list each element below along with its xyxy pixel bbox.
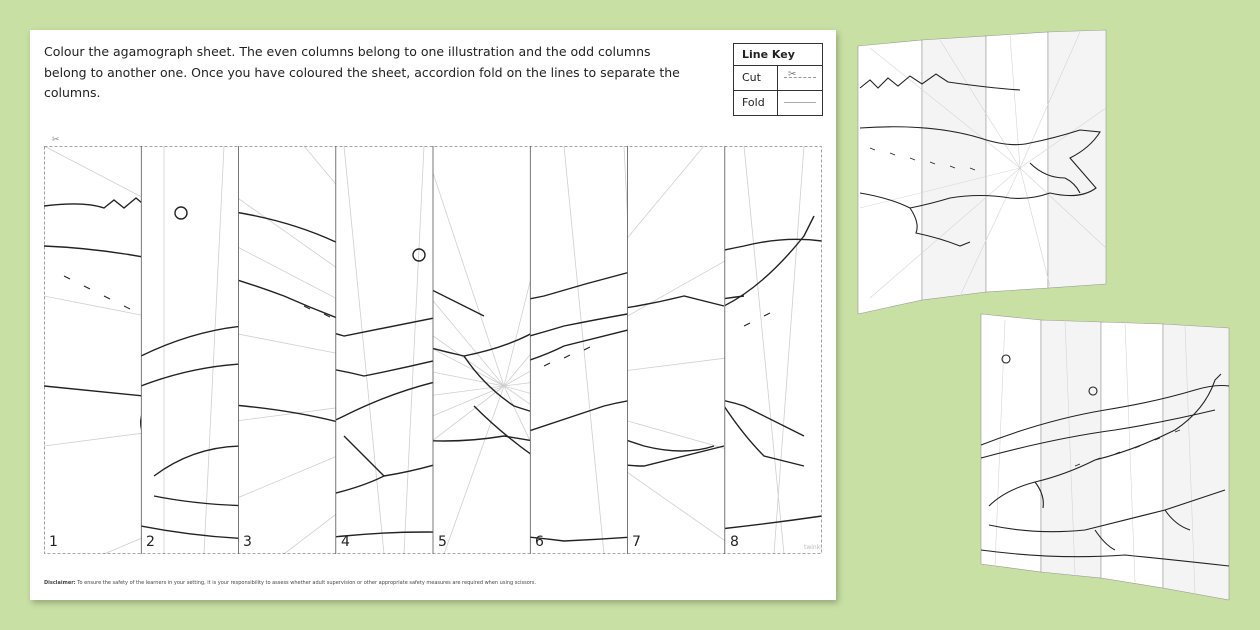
column-number-8: 8: [730, 534, 739, 550]
crocodile-line-art: [44, 135, 822, 554]
column-number-5: 5: [438, 534, 447, 550]
scissors-icon: ✂: [788, 69, 797, 80]
fold-lines: [141, 146, 725, 554]
line-key-row-fold: [734, 91, 822, 115]
line-key-title: Line Key: [734, 44, 822, 66]
column-number-6: 6: [535, 534, 544, 550]
folded-preview-even: [975, 310, 1240, 610]
line-key-cut-label: Cut: [734, 66, 778, 90]
column-number-4: 4: [341, 534, 350, 550]
crocodile-resting-art: [141, 146, 822, 554]
disclaimer-text: To ensure the safety of the learners in your setting, it is your responsibility to assess whether adult supervision or other appropriate safety measures are required when using scissors.: [77, 580, 537, 586]
line-key: [733, 43, 823, 116]
cut-line-sample: [784, 77, 816, 78]
column-number-3: 3: [243, 534, 252, 550]
disclaimer-label: Disclaimer:: [44, 580, 76, 586]
line-key-row-cut: [734, 66, 822, 91]
instructions-text: Colour the agamograph sheet. The even columns belong to one illustration and the odd columns belong to another one. Once you have coloured the sheet, accordion fold on the lines to separate the columns.: [44, 44, 680, 100]
column-number-2: 2: [146, 534, 155, 550]
line-key-fold-label: Fold: [734, 91, 778, 115]
agamograph-columns: [44, 135, 822, 554]
fold-line-sample: [784, 102, 816, 103]
credit-logo: twinkl: [804, 544, 822, 551]
column-number-7: 7: [632, 534, 641, 550]
column-number-1: 1: [49, 534, 58, 550]
folded-preview-odd: [850, 28, 1115, 320]
disclaimer: [44, 580, 536, 586]
cut-scissors-icon: ✂: [52, 135, 60, 145]
agamograph-sheet: [30, 30, 836, 600]
